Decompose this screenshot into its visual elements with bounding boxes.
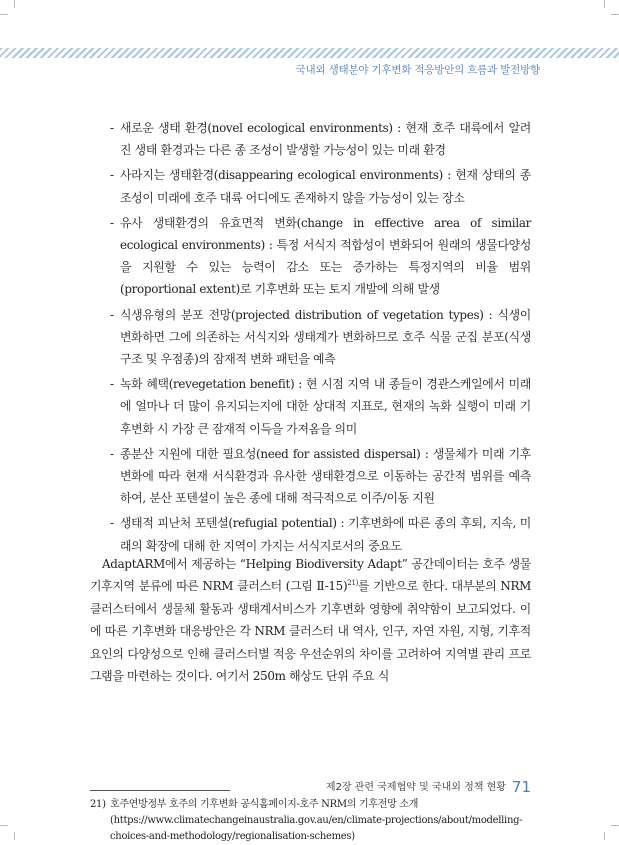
- bullet-item-refugial-potential: [90, 512, 531, 556]
- footnote-url[interactable]: (https://www.climatechangeinaustralia.gov.au/en/climate-projections/about/modelling-choices-and-methodology/regionalisation-schemes): [110, 815, 523, 842]
- page-number: 71: [511, 778, 531, 796]
- bullet-text: 사라지는 생태환경(disappearing ecological environments) : 현재 상태의 종조성이 미래에 호주 대륙 어디에도 존재하지 않을 가능성이 있는 장소: [120, 168, 531, 205]
- bullet-dash: -: [110, 121, 114, 135]
- bullet-list: [90, 117, 531, 560]
- running-head: 국내외 생태분야 기후변화 적응방안의 흐름과 발전방향: [295, 64, 540, 76]
- body-paragraph: [90, 553, 531, 687]
- footnote-reference[interactable]: 21): [347, 579, 359, 588]
- bullet-item-disappearing-environments: [90, 164, 531, 208]
- bullet-text: 유사 생태환경의 유효면적 변화(change in effective area of similar ecological environments) : 특정 서식지 적합성이 변화되어 원래의 생물다양성을 지원할 수 있는 능력이 감소 또는 증가하는 특정지역의 비율 범위(proportional extent)로 기후변화 또는 토지 개발에 의해 발생: [120, 215, 531, 297]
- crop-mark-top-left-v: [14, 0, 15, 8]
- bullet-item-effective-area-change: [90, 212, 531, 301]
- crop-mark-bottom-left-v: [14, 832, 15, 840]
- footnote-rule: [90, 790, 230, 791]
- bullet-item-novel-environments: [90, 117, 531, 161]
- chapter-label: 제2장 관련 국제협약 및 국내외 정책 현황: [325, 782, 506, 793]
- bullet-dash: -: [110, 168, 114, 183]
- crop-mark-top-right: [611, 14, 619, 15]
- crop-mark-bottom-right-v: [604, 832, 605, 840]
- bullet-dash: -: [110, 516, 114, 531]
- footnote-number: 21): [90, 799, 106, 810]
- crop-mark-top-left: [0, 14, 8, 15]
- crop-mark-top-right-v: [604, 0, 605, 8]
- page-footer: [326, 778, 531, 796]
- footnote-text: 호주연방정부 호주의 기후변화 공식홈페이지-호주 NRM의 기후전망 소개: [110, 799, 419, 810]
- bullet-dash: -: [110, 377, 114, 392]
- bullet-dash: -: [110, 307, 114, 322]
- footnote: [90, 797, 531, 845]
- bullet-text: 새로운 생태 환경(novel ecological environments) : 현재 호주 대륙에서 알려진 생태 환경과는 다른 종 조성이 발생할 가능성이 있는 미래 환경: [120, 121, 531, 158]
- bullet-item-revegetation-benefit: [90, 373, 531, 440]
- crop-mark-bottom-left: [0, 825, 8, 826]
- bullet-text: 종분산 지원에 대한 필요성(need for assisted dispersal) : 생물체가 미래 기후변화에 따라 현재 서식환경과 유사한 생태환경으로 이동하는 공간적 범위를 예측하여, 분산 포텐셜이 높은 종에 대해 적극적으로 이주/이동 지원: [120, 446, 531, 506]
- bullet-dash: -: [110, 215, 114, 230]
- body-text-end: 를 기반으로 한다. 대부분의 NRM 클러스터에서 생물체 활동과 생태계서비스가 기후변화 영향에 취약함이 보고되었다. 이에 따른 기후변화 대응방안은 각 NRM 클러스터 내 역사, 인구, 자연 자원, 지형, 기후적 요인의 다양성으로 인해 클러스터별 적응 우선순위의 차이를 고려하여 지역별 관리 프로그램을 마련하는 것이다. 여기서 250m 해상도 단위 주요 식: [90, 579, 531, 684]
- bullet-text: 생태적 피난처 포텐셜(refugial potential) : 기후변화에 따른 종의 후퇴, 지속, 미래의 확장에 대해 한 지역이 가지는 서식지로서의 중요도: [120, 516, 531, 553]
- bullet-item-vegetation-distribution: [90, 304, 531, 371]
- bullet-text: 식생유형의 분포 전망(projected distribution of vegetation types) : 식생이 변화하면 그에 의존하는 서식지와 생태계가 변화하므로 호주 식물 군집 분포(식생구조 및 우점종)의 잠재적 변화 패턴을 예측: [120, 307, 531, 367]
- body-text-start: AdaptARM에서 제공하는 “Helping Biodiversity Adapt” 공간데이터는 호주 생물기후지역 분류에 따른 NRM 클러스터 (그림 Ⅱ-15): [90, 557, 531, 594]
- crop-mark-bottom-right: [611, 825, 619, 826]
- bullet-item-assisted-dispersal: [90, 443, 531, 510]
- bullet-dash: -: [110, 446, 114, 461]
- bullet-text: 녹화 혜택(revegetation benefit) : 현 시점 지역 내 종들이 경관스케일에서 미래에 얼마나 더 많이 유지되는지에 대한 상대적 지표로, 현재의 녹화 실행이 미래 기후변화 시 가장 큰 잠재적 이득을 가져옴을 의미: [120, 377, 531, 436]
- header-hatch-band: [0, 48, 619, 58]
